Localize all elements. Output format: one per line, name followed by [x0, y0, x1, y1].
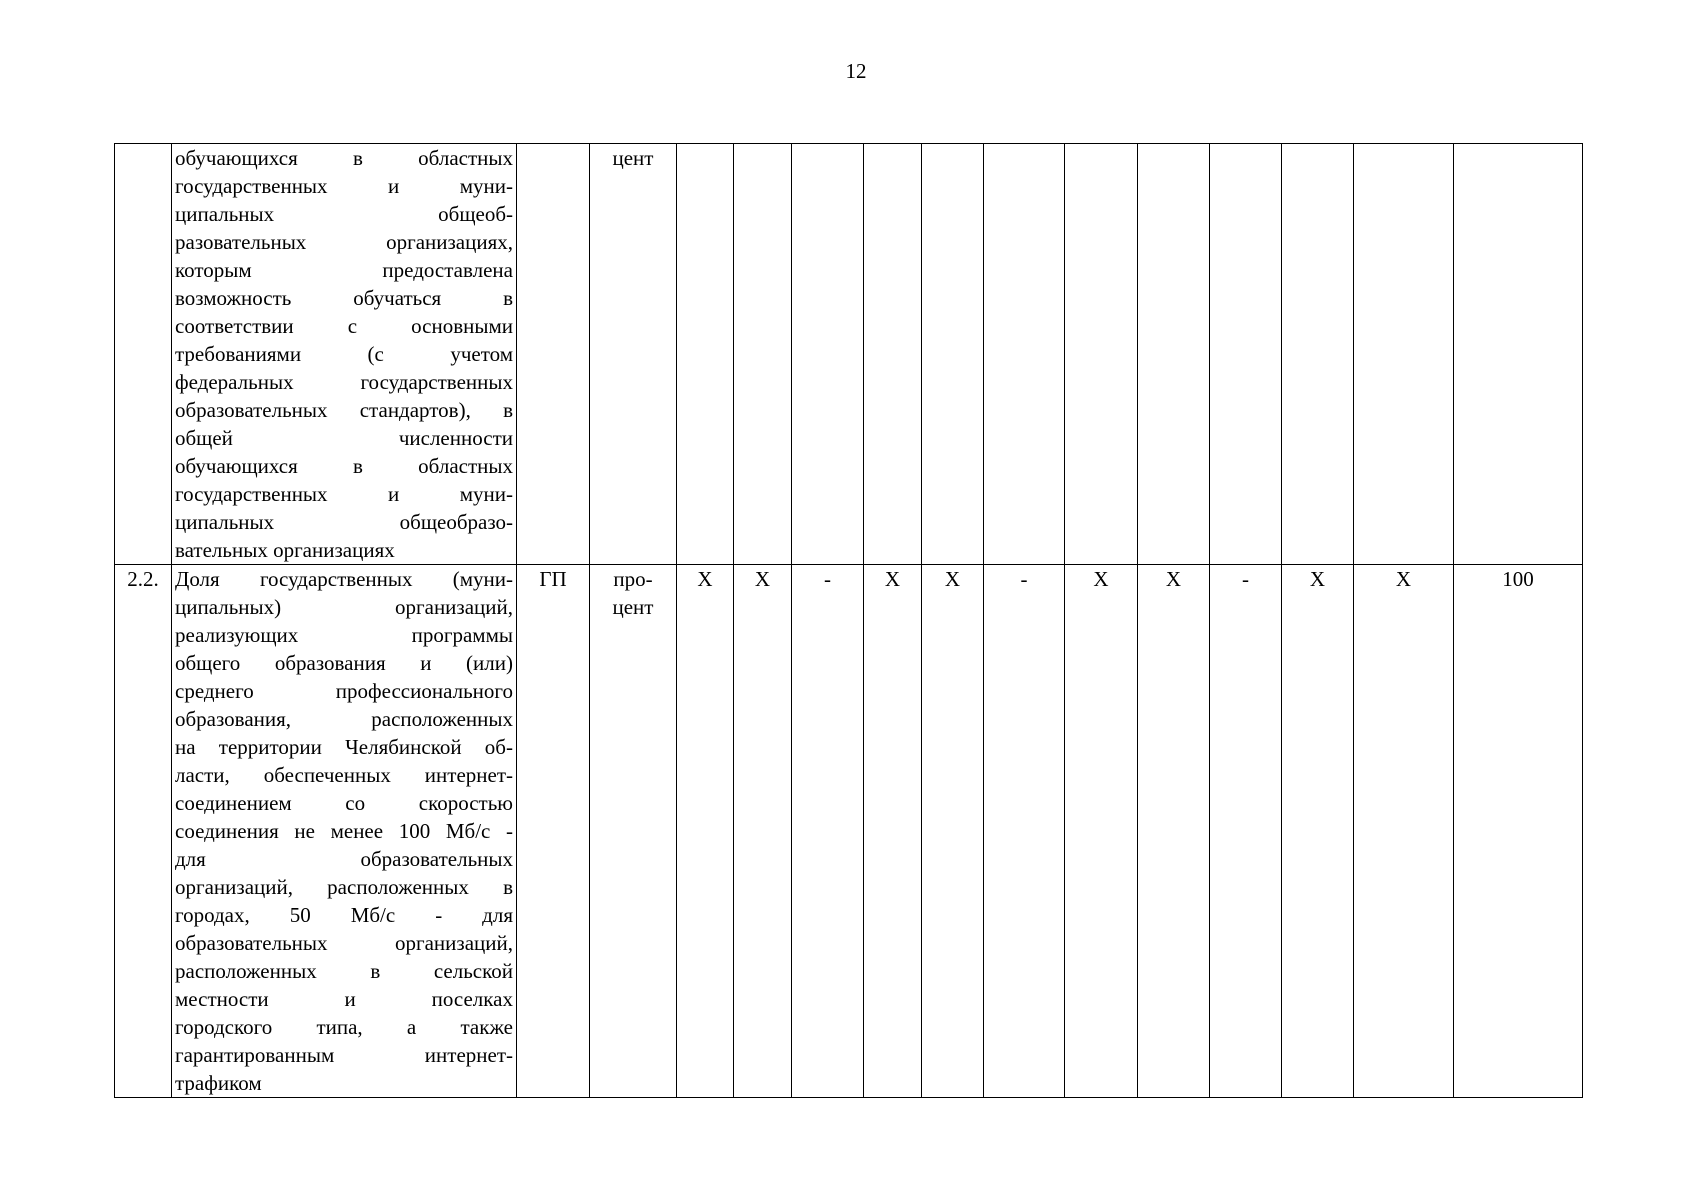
value-cell: 100	[1454, 565, 1583, 1098]
description-line: образовательных стандартов), в	[175, 398, 513, 422]
description-line: реализующих программы	[175, 623, 513, 647]
value-cell: X	[864, 565, 922, 1098]
description-line: образования, расположенных	[175, 707, 513, 731]
value-cell	[792, 144, 864, 565]
value-cell	[677, 144, 734, 565]
description-line: разовательных организациях,	[175, 230, 513, 254]
description-line: городах, 50 Мб/с - для	[175, 903, 513, 927]
program-type-cell: ГП	[517, 565, 590, 1098]
description-line: организаций, расположенных в	[175, 875, 513, 899]
description-line: возможность обучаться в	[175, 286, 513, 310]
value-cell	[1454, 144, 1583, 565]
description-line: Доля государственных (муни-	[175, 567, 513, 591]
value-cell: X	[922, 565, 984, 1098]
value-cell: X	[1065, 565, 1138, 1098]
description-line: вательных организациях	[175, 538, 395, 562]
row-number-cell	[115, 144, 172, 565]
description-line: среднего профессионального	[175, 679, 513, 703]
description-line: соединения не менее 100 Мб/с -	[175, 819, 513, 843]
description-line: ласти, обеспеченных интернет-	[175, 763, 513, 787]
description-line: соответствии с основными	[175, 314, 513, 338]
description-line: обучающихся в областных	[175, 454, 513, 478]
description-line: требованиями (с учетом	[175, 342, 513, 366]
unit-cell	[590, 565, 677, 1098]
indicator-description-cell	[172, 565, 517, 1098]
program-type-cell	[517, 144, 590, 565]
description-line: для образовательных	[175, 847, 513, 871]
description-line: на территории Челябинской об-	[175, 735, 513, 759]
value-cell: -	[1210, 565, 1282, 1098]
value-cell	[1138, 144, 1210, 565]
unit-line: про-	[613, 567, 653, 591]
value-cell	[1282, 144, 1354, 565]
value-cell: X	[1282, 565, 1354, 1098]
indicator-description-cell	[172, 144, 517, 565]
value-cell	[984, 144, 1065, 565]
description-line: государственных и муни-	[175, 482, 513, 506]
value-cell	[1354, 144, 1454, 565]
value-cell	[734, 144, 792, 565]
value-cell: -	[984, 565, 1065, 1098]
description-line: расположенных в сельской	[175, 959, 513, 983]
unit-cell	[590, 144, 677, 565]
page-number: 12	[845, 59, 867, 83]
description-line: федеральных государственных	[175, 370, 513, 394]
description-line: общего образования и (или)	[175, 651, 513, 675]
description-line: трафиком	[175, 1071, 262, 1095]
description-line: государственных и муни-	[175, 174, 513, 198]
description-line: местности и поселках	[175, 987, 513, 1011]
description-line: ципальных) организаций,	[175, 595, 513, 619]
unit-line: цент	[612, 146, 654, 170]
description-line: общей численности	[175, 426, 513, 450]
value-cell	[864, 144, 922, 565]
value-cell: X	[1138, 565, 1210, 1098]
unit-line: цент	[612, 595, 654, 619]
value-cell: X	[734, 565, 792, 1098]
description-line: соединением со скоростью	[175, 791, 513, 815]
row-number-cell: 2.2.	[115, 565, 172, 1098]
description-line: которым предоставлена	[175, 258, 513, 282]
indicator-table	[114, 143, 1583, 1098]
table-row	[115, 565, 1583, 1098]
description-line: обучающихся в областных	[175, 146, 513, 170]
value-cell	[1210, 144, 1282, 565]
description-line: гарантированным интернет-	[175, 1043, 513, 1067]
value-cell: -	[792, 565, 864, 1098]
table-row	[115, 144, 1583, 565]
value-cell	[1065, 144, 1138, 565]
description-line: городского типа, а также	[175, 1015, 513, 1039]
description-line: образовательных организаций,	[175, 931, 513, 955]
value-cell: X	[677, 565, 734, 1098]
value-cell: X	[1354, 565, 1454, 1098]
value-cell	[922, 144, 984, 565]
description-line: ципальных общеоб-	[175, 202, 513, 226]
description-line: ципальных общеобразо-	[175, 510, 513, 534]
